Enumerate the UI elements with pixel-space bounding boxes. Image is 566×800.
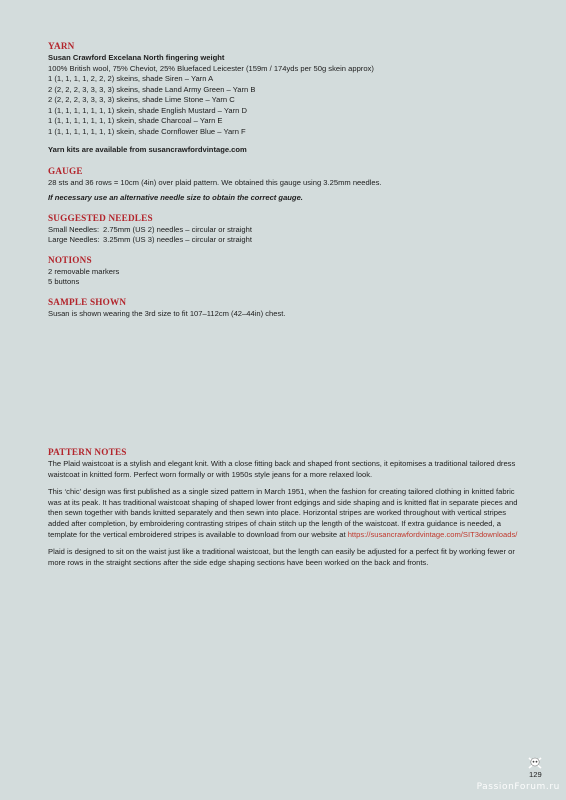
pattern-notes-paragraph	[48, 487, 526, 540]
sample-heading: SAMPLE SHOWN	[48, 296, 127, 307]
gauge-note: If necessary use an alternative needle size to obtain the correct gauge.	[48, 193, 303, 202]
needle-row	[48, 225, 528, 236]
skein-line: 1 (1, 1, 1, 1, 1, 1, 1) skein, shade Cornflower Blue – Yarn F	[48, 126, 246, 136]
page-number: 129	[529, 770, 542, 779]
notion-item: 2 removable markers	[48, 266, 120, 276]
yarn-kits-note: Yarn kits are available from susancrawfordvintage.com	[48, 145, 247, 154]
skein-line: 2 (2, 2, 2, 3, 3, 3, 3) skeins, shade Lime Stone – Yarn C	[48, 95, 235, 104]
gauge-text: 28 sts and 36 rows = 10cm (4in) over plaid pattern. We obtained this gauge using 3.25mm needles.	[48, 177, 382, 187]
yarn-heading: YARN	[48, 41, 75, 51]
notions-heading: NOTIONS	[48, 254, 92, 265]
paragraph-text: This ‘chic’ design was first published as a single sized pattern in March 1951, when the fashion for creating tailored clothing in knitted fabric was at its peak. It has traditional waistcoat shaping of shaped lower front edgings and side shaping and is knitted flat in separate pieces and then sewn together with bands knitted separately and then sewn into place. Horizontal stripes are worked throughout with vertical stripes added after completion, by embroidering contrasting stripes of chain stitch up the length of the waistcoat. If extra guidance is needed, a template for the vertical embroidered stripes is available to download from our website at	[48, 487, 518, 539]
yarn-composition: 100% British wool, 75% Cheviot, 25% Bluefaced Leicester (159m / 174yds per 50g skein approx)	[48, 63, 374, 73]
needles-heading: SUGGESTED NEEDLES	[48, 212, 153, 223]
pattern-notes-paragraph: The Plaid waistcoat is a stylish and elegant knit. With a close fitting back and shaped front sections, it epitomises a traditional tailored dress waistcoat in knitted form. Perfect worn formally or with 1950s style jeans for a more relaxed look.	[48, 459, 516, 479]
gauge-section	[48, 166, 528, 204]
skein-line: 2 (2, 2, 2, 3, 3, 3, 3) skeins, shade Land Army Green – Yarn B	[48, 84, 256, 94]
needle-row	[48, 235, 528, 246]
skein-line: 1 (1, 1, 1, 1, 2, 2, 2) skeins, shade Siren – Yarn A	[48, 74, 214, 83]
needle-value: 2.75mm (US 2) needles – circular or straight	[103, 224, 252, 234]
gauge-heading: GAUGE	[48, 165, 83, 176]
yarn-section	[48, 41, 528, 156]
needles-section	[48, 213, 528, 246]
sample-section	[48, 297, 528, 320]
downloads-link[interactable]: https://susancrawfordvintage.com/SIT3downloads/	[347, 529, 518, 539]
needle-value: 3.25mm (US 3) needles – circular or straight	[103, 235, 252, 244]
materials-column	[48, 41, 528, 327]
notion-item: 5 buttons	[48, 277, 80, 286]
needle-label: Large Needles:	[48, 235, 100, 244]
pattern-notes-paragraph: Plaid is designed to sit on the waist just like a traditional waistcoat, but the length can easily be adjusted for a perfect fit by working fewer or more rows in the straight sections after the side edge shaping sections have been worked on the back and fronts.	[48, 547, 515, 567]
sample-text: Susan is shown wearing the 3rd size to fit 107–112cm (42–44in) chest.	[48, 308, 286, 318]
pattern-notes-section	[48, 447, 528, 575]
skein-line: 1 (1, 1, 1, 1, 1, 1, 1) skein, shade English Mustard – Yarn D	[48, 105, 247, 115]
notions-section	[48, 255, 528, 288]
skull-crossbones-icon	[527, 756, 543, 770]
site-watermark: PassionForum.ru	[476, 782, 560, 792]
pattern-notes-heading: PATTERN NOTES	[48, 447, 127, 457]
yarn-brand: Susan Crawford Excelana North fingering weight	[48, 53, 225, 62]
needle-label: Small Needles:	[48, 224, 100, 234]
skein-line: 1 (1, 1, 1, 1, 1, 1, 1) skein, shade Charcoal – Yarn E	[48, 116, 223, 125]
